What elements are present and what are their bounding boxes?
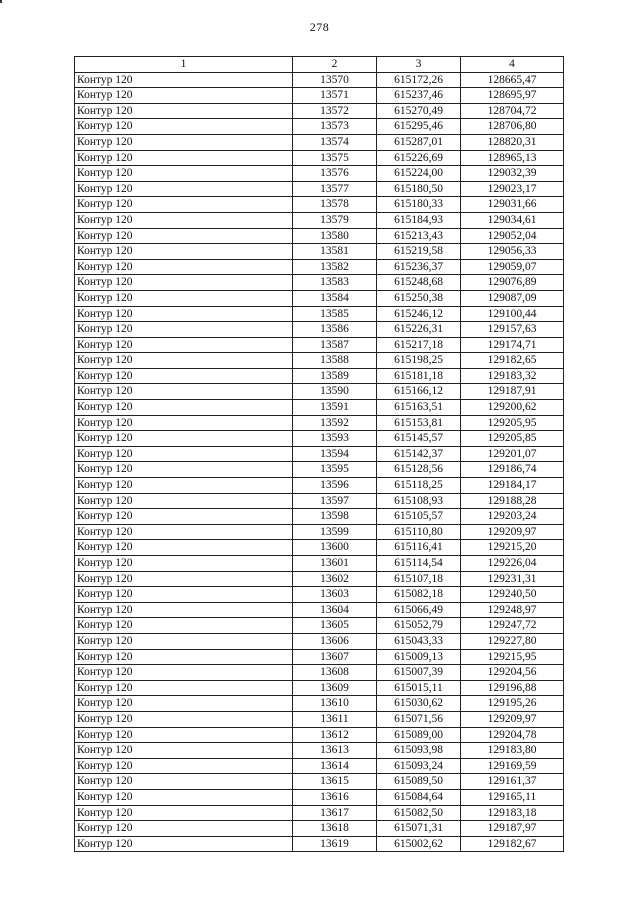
point-number-cell: 13591 bbox=[293, 400, 377, 416]
table-row bbox=[75, 462, 564, 478]
contour-name-cell: Контур 120 bbox=[75, 696, 293, 712]
contour-name-cell: Контур 120 bbox=[75, 478, 293, 494]
x-coordinate-cell: 615108,93 bbox=[377, 493, 461, 509]
x-coordinate-cell: 615093,98 bbox=[377, 743, 461, 759]
x-coordinate-cell: 615084,64 bbox=[377, 789, 461, 805]
table-row bbox=[75, 306, 564, 322]
x-coordinate-cell: 615043,33 bbox=[377, 633, 461, 649]
table-row bbox=[75, 119, 564, 135]
point-number-cell: 13605 bbox=[293, 618, 377, 634]
table-row bbox=[75, 649, 564, 665]
point-number-cell: 13573 bbox=[293, 119, 377, 135]
point-number-cell: 13594 bbox=[293, 446, 377, 462]
contour-name-cell: Контур 120 bbox=[75, 134, 293, 150]
contour-name-cell: Контур 120 bbox=[75, 836, 293, 852]
y-coordinate-cell: 129087,09 bbox=[461, 290, 564, 306]
point-number-cell: 13576 bbox=[293, 166, 377, 182]
point-number-cell: 13614 bbox=[293, 758, 377, 774]
point-number-cell: 13598 bbox=[293, 509, 377, 525]
x-coordinate-cell: 615213,43 bbox=[377, 228, 461, 244]
point-number-cell: 13589 bbox=[293, 368, 377, 384]
x-coordinate-cell: 615105,57 bbox=[377, 509, 461, 525]
point-number-cell: 13580 bbox=[293, 228, 377, 244]
x-coordinate-cell: 615009,13 bbox=[377, 649, 461, 665]
point-number-cell: 13581 bbox=[293, 244, 377, 260]
table-row bbox=[75, 244, 564, 260]
table-row bbox=[75, 150, 564, 166]
table-row bbox=[75, 836, 564, 852]
contour-name-cell: Контур 120 bbox=[75, 711, 293, 727]
table-row bbox=[75, 353, 564, 369]
point-number-cell: 13600 bbox=[293, 540, 377, 556]
y-coordinate-cell: 129187,97 bbox=[461, 821, 564, 837]
point-number-cell: 13582 bbox=[293, 259, 377, 275]
table-row bbox=[75, 259, 564, 275]
point-number-cell: 13613 bbox=[293, 743, 377, 759]
table-row bbox=[75, 805, 564, 821]
table-row bbox=[75, 322, 564, 338]
table-row bbox=[75, 571, 564, 587]
table-row bbox=[75, 711, 564, 727]
header-row bbox=[75, 57, 564, 73]
x-coordinate-cell: 615052,79 bbox=[377, 618, 461, 634]
y-coordinate-cell: 129200,62 bbox=[461, 400, 564, 416]
x-coordinate-cell: 615128,56 bbox=[377, 462, 461, 478]
point-number-cell: 13616 bbox=[293, 789, 377, 805]
point-number-cell: 13612 bbox=[293, 727, 377, 743]
point-number-cell: 13595 bbox=[293, 462, 377, 478]
y-coordinate-cell: 129205,95 bbox=[461, 415, 564, 431]
table-row bbox=[75, 103, 564, 119]
x-coordinate-cell: 615236,37 bbox=[377, 259, 461, 275]
y-coordinate-cell: 129183,18 bbox=[461, 805, 564, 821]
y-coordinate-cell: 129248,97 bbox=[461, 602, 564, 618]
y-coordinate-cell: 129056,33 bbox=[461, 244, 564, 260]
x-coordinate-cell: 615114,54 bbox=[377, 556, 461, 572]
point-number-cell: 13619 bbox=[293, 836, 377, 852]
table-row bbox=[75, 88, 564, 104]
contour-name-cell: Контур 120 bbox=[75, 228, 293, 244]
y-coordinate-cell: 129227,80 bbox=[461, 633, 564, 649]
table-row bbox=[75, 587, 564, 603]
header-cell-3: 3 bbox=[377, 57, 461, 73]
x-coordinate-cell: 615166,12 bbox=[377, 384, 461, 400]
y-coordinate-cell: 129215,95 bbox=[461, 649, 564, 665]
table-row bbox=[75, 758, 564, 774]
contour-name-cell: Контур 120 bbox=[75, 88, 293, 104]
table-row bbox=[75, 290, 564, 306]
point-number-cell: 13592 bbox=[293, 415, 377, 431]
y-coordinate-cell: 129183,80 bbox=[461, 743, 564, 759]
table-row bbox=[75, 446, 564, 462]
y-coordinate-cell: 129203,24 bbox=[461, 509, 564, 525]
x-coordinate-cell: 615071,56 bbox=[377, 711, 461, 727]
contour-name-cell: Контур 120 bbox=[75, 415, 293, 431]
x-coordinate-cell: 615248,68 bbox=[377, 275, 461, 291]
y-coordinate-cell: 129059,07 bbox=[461, 259, 564, 275]
table-row bbox=[75, 743, 564, 759]
point-number-cell: 13571 bbox=[293, 88, 377, 104]
table-row bbox=[75, 212, 564, 228]
contour-name-cell: Контур 120 bbox=[75, 524, 293, 540]
point-number-cell: 13608 bbox=[293, 665, 377, 681]
point-number-cell: 13575 bbox=[293, 150, 377, 166]
x-coordinate-cell: 615107,18 bbox=[377, 571, 461, 587]
contour-name-cell: Контур 120 bbox=[75, 587, 293, 603]
x-coordinate-cell: 615066,49 bbox=[377, 602, 461, 618]
x-coordinate-cell: 615181,18 bbox=[377, 368, 461, 384]
contour-name-cell: Контур 120 bbox=[75, 743, 293, 759]
y-coordinate-cell: 129215,20 bbox=[461, 540, 564, 556]
y-coordinate-cell: 129161,37 bbox=[461, 774, 564, 790]
point-number-cell: 13610 bbox=[293, 696, 377, 712]
y-coordinate-cell: 129169,59 bbox=[461, 758, 564, 774]
table-row bbox=[75, 384, 564, 400]
contour-name-cell: Контур 120 bbox=[75, 633, 293, 649]
contour-name-cell: Контур 120 bbox=[75, 571, 293, 587]
y-coordinate-cell: 129100,44 bbox=[461, 306, 564, 322]
contour-name-cell: Контур 120 bbox=[75, 821, 293, 837]
x-coordinate-cell: 615082,18 bbox=[377, 587, 461, 603]
y-coordinate-cell: 129023,17 bbox=[461, 181, 564, 197]
point-number-cell: 13599 bbox=[293, 524, 377, 540]
contour-name-cell: Контур 120 bbox=[75, 150, 293, 166]
x-coordinate-cell: 615089,00 bbox=[377, 727, 461, 743]
point-number-cell: 13611 bbox=[293, 711, 377, 727]
table-row bbox=[75, 337, 564, 353]
y-coordinate-cell: 129195,26 bbox=[461, 696, 564, 712]
table-row bbox=[75, 415, 564, 431]
x-coordinate-cell: 615007,39 bbox=[377, 665, 461, 681]
contour-name-cell: Контур 120 bbox=[75, 337, 293, 353]
table-body bbox=[75, 72, 564, 852]
contour-name-cell: Контур 120 bbox=[75, 602, 293, 618]
y-coordinate-cell: 129032,39 bbox=[461, 166, 564, 182]
x-coordinate-cell: 615198,25 bbox=[377, 353, 461, 369]
table-row bbox=[75, 665, 564, 681]
x-coordinate-cell: 615237,46 bbox=[377, 88, 461, 104]
x-coordinate-cell: 615116,41 bbox=[377, 540, 461, 556]
y-coordinate-cell: 128665,47 bbox=[461, 72, 564, 88]
point-number-cell: 13578 bbox=[293, 197, 377, 213]
table-row bbox=[75, 478, 564, 494]
y-coordinate-cell: 128820,31 bbox=[461, 134, 564, 150]
x-coordinate-cell: 615172,26 bbox=[377, 72, 461, 88]
contour-name-cell: Контур 120 bbox=[75, 322, 293, 338]
y-coordinate-cell: 129157,63 bbox=[461, 322, 564, 338]
table-row bbox=[75, 727, 564, 743]
table-row bbox=[75, 602, 564, 618]
contour-name-cell: Контур 120 bbox=[75, 680, 293, 696]
point-number-cell: 13603 bbox=[293, 587, 377, 603]
contour-name-cell: Контур 120 bbox=[75, 789, 293, 805]
table-row bbox=[75, 774, 564, 790]
contour-name-cell: Контур 120 bbox=[75, 166, 293, 182]
contour-name-cell: Контур 120 bbox=[75, 212, 293, 228]
y-coordinate-cell: 129165,11 bbox=[461, 789, 564, 805]
table-row bbox=[75, 540, 564, 556]
y-coordinate-cell: 129196,88 bbox=[461, 680, 564, 696]
x-coordinate-cell: 615153,81 bbox=[377, 415, 461, 431]
contour-name-cell: Контур 120 bbox=[75, 758, 293, 774]
coordinates-table-container bbox=[74, 56, 564, 852]
contour-name-cell: Контур 120 bbox=[75, 290, 293, 306]
x-coordinate-cell: 615082,50 bbox=[377, 805, 461, 821]
contour-name-cell: Контур 120 bbox=[75, 368, 293, 384]
contour-name-cell: Контур 120 bbox=[75, 462, 293, 478]
point-number-cell: 13587 bbox=[293, 337, 377, 353]
contour-name-cell: Контур 120 bbox=[75, 774, 293, 790]
y-coordinate-cell: 129231,31 bbox=[461, 571, 564, 587]
table-row bbox=[75, 400, 564, 416]
contour-name-cell: Контур 120 bbox=[75, 181, 293, 197]
point-number-cell: 13588 bbox=[293, 353, 377, 369]
table-row bbox=[75, 696, 564, 712]
contour-name-cell: Контур 120 bbox=[75, 400, 293, 416]
y-coordinate-cell: 129201,07 bbox=[461, 446, 564, 462]
point-number-cell: 13609 bbox=[293, 680, 377, 696]
y-coordinate-cell: 129034,61 bbox=[461, 212, 564, 228]
point-number-cell: 13604 bbox=[293, 602, 377, 618]
contour-name-cell: Контур 120 bbox=[75, 805, 293, 821]
y-coordinate-cell: 129076,89 bbox=[461, 275, 564, 291]
y-coordinate-cell: 129174,71 bbox=[461, 337, 564, 353]
x-coordinate-cell: 615145,57 bbox=[377, 431, 461, 447]
point-number-cell: 13618 bbox=[293, 821, 377, 837]
y-coordinate-cell: 129183,32 bbox=[461, 368, 564, 384]
contour-name-cell: Контур 120 bbox=[75, 103, 293, 119]
x-coordinate-cell: 615118,25 bbox=[377, 478, 461, 494]
y-coordinate-cell: 128706,80 bbox=[461, 119, 564, 135]
x-coordinate-cell: 615142,37 bbox=[377, 446, 461, 462]
table-row bbox=[75, 509, 564, 525]
table-row bbox=[75, 680, 564, 696]
y-coordinate-cell: 128704,72 bbox=[461, 103, 564, 119]
x-coordinate-cell: 615180,50 bbox=[377, 181, 461, 197]
table-row bbox=[75, 166, 564, 182]
point-number-cell: 13593 bbox=[293, 431, 377, 447]
x-coordinate-cell: 615226,31 bbox=[377, 322, 461, 338]
contour-name-cell: Контур 120 bbox=[75, 259, 293, 275]
point-number-cell: 13570 bbox=[293, 72, 377, 88]
table-row bbox=[75, 789, 564, 805]
x-coordinate-cell: 615071,31 bbox=[377, 821, 461, 837]
point-number-cell: 13577 bbox=[293, 181, 377, 197]
contour-name-cell: Контур 120 bbox=[75, 446, 293, 462]
point-number-cell: 13579 bbox=[293, 212, 377, 228]
point-number-cell: 13584 bbox=[293, 290, 377, 306]
contour-name-cell: Контур 120 bbox=[75, 244, 293, 260]
x-coordinate-cell: 615089,50 bbox=[377, 774, 461, 790]
x-coordinate-cell: 615219,58 bbox=[377, 244, 461, 260]
coordinates-table bbox=[74, 56, 564, 852]
point-number-cell: 13601 bbox=[293, 556, 377, 572]
x-coordinate-cell: 615217,18 bbox=[377, 337, 461, 353]
x-coordinate-cell: 615030,62 bbox=[377, 696, 461, 712]
point-number-cell: 13615 bbox=[293, 774, 377, 790]
y-coordinate-cell: 129187,91 bbox=[461, 384, 564, 400]
x-coordinate-cell: 615015,11 bbox=[377, 680, 461, 696]
x-coordinate-cell: 615224,00 bbox=[377, 166, 461, 182]
table-row bbox=[75, 431, 564, 447]
table-row bbox=[75, 618, 564, 634]
point-number-cell: 13596 bbox=[293, 478, 377, 494]
contour-name-cell: Контур 120 bbox=[75, 618, 293, 634]
point-number-cell: 13572 bbox=[293, 103, 377, 119]
table-row bbox=[75, 181, 564, 197]
header-cell-1: 1 bbox=[75, 57, 293, 73]
point-number-cell: 13586 bbox=[293, 322, 377, 338]
y-coordinate-cell: 129204,78 bbox=[461, 727, 564, 743]
y-coordinate-cell: 129240,50 bbox=[461, 587, 564, 603]
y-coordinate-cell: 129226,04 bbox=[461, 556, 564, 572]
y-coordinate-cell: 129209,97 bbox=[461, 524, 564, 540]
y-coordinate-cell: 129204,56 bbox=[461, 665, 564, 681]
contour-name-cell: Контур 120 bbox=[75, 275, 293, 291]
table-row bbox=[75, 493, 564, 509]
x-coordinate-cell: 615180,33 bbox=[377, 197, 461, 213]
y-coordinate-cell: 129209,97 bbox=[461, 711, 564, 727]
x-coordinate-cell: 615184,93 bbox=[377, 212, 461, 228]
y-coordinate-cell: 129031,66 bbox=[461, 197, 564, 213]
point-number-cell: 13597 bbox=[293, 493, 377, 509]
y-coordinate-cell: 129052,04 bbox=[461, 228, 564, 244]
table-row bbox=[75, 134, 564, 150]
contour-name-cell: Контур 120 bbox=[75, 119, 293, 135]
y-coordinate-cell: 129205,85 bbox=[461, 431, 564, 447]
point-number-cell: 13602 bbox=[293, 571, 377, 587]
y-coordinate-cell: 129186,74 bbox=[461, 462, 564, 478]
table-row bbox=[75, 821, 564, 837]
point-number-cell: 13607 bbox=[293, 649, 377, 665]
contour-name-cell: Контур 120 bbox=[75, 556, 293, 572]
scan-mark bbox=[0, 0, 2, 3]
x-coordinate-cell: 615002,62 bbox=[377, 836, 461, 852]
table-row bbox=[75, 524, 564, 540]
y-coordinate-cell: 129182,65 bbox=[461, 353, 564, 369]
point-number-cell: 13617 bbox=[293, 805, 377, 821]
contour-name-cell: Контур 120 bbox=[75, 727, 293, 743]
x-coordinate-cell: 615295,46 bbox=[377, 119, 461, 135]
contour-name-cell: Контур 120 bbox=[75, 649, 293, 665]
header-cell-2: 2 bbox=[293, 57, 377, 73]
table-row bbox=[75, 72, 564, 88]
y-coordinate-cell: 129188,28 bbox=[461, 493, 564, 509]
table-header bbox=[75, 57, 564, 73]
point-number-cell: 13574 bbox=[293, 134, 377, 150]
x-coordinate-cell: 615110,80 bbox=[377, 524, 461, 540]
contour-name-cell: Контур 120 bbox=[75, 665, 293, 681]
x-coordinate-cell: 615093,24 bbox=[377, 758, 461, 774]
x-coordinate-cell: 615250,38 bbox=[377, 290, 461, 306]
header-cell-4: 4 bbox=[461, 57, 564, 73]
contour-name-cell: Контур 120 bbox=[75, 197, 293, 213]
point-number-cell: 13590 bbox=[293, 384, 377, 400]
x-coordinate-cell: 615246,12 bbox=[377, 306, 461, 322]
y-coordinate-cell: 129247,72 bbox=[461, 618, 564, 634]
contour-name-cell: Контур 120 bbox=[75, 493, 293, 509]
point-number-cell: 13583 bbox=[293, 275, 377, 291]
table-row bbox=[75, 368, 564, 384]
contour-name-cell: Контур 120 bbox=[75, 72, 293, 88]
y-coordinate-cell: 129184,17 bbox=[461, 478, 564, 494]
x-coordinate-cell: 615163,51 bbox=[377, 400, 461, 416]
contour-name-cell: Контур 120 bbox=[75, 540, 293, 556]
contour-name-cell: Контур 120 bbox=[75, 306, 293, 322]
contour-name-cell: Контур 120 bbox=[75, 353, 293, 369]
y-coordinate-cell: 129182,67 bbox=[461, 836, 564, 852]
page-number: 278 bbox=[309, 20, 330, 34]
contour-name-cell: Контур 120 bbox=[75, 384, 293, 400]
y-coordinate-cell: 128965,13 bbox=[461, 150, 564, 166]
x-coordinate-cell: 615270,49 bbox=[377, 103, 461, 119]
table-row bbox=[75, 633, 564, 649]
table-row bbox=[75, 275, 564, 291]
table-row bbox=[75, 556, 564, 572]
contour-name-cell: Контур 120 bbox=[75, 509, 293, 525]
table-row bbox=[75, 228, 564, 244]
contour-name-cell: Контур 120 bbox=[75, 431, 293, 447]
y-coordinate-cell: 128695,97 bbox=[461, 88, 564, 104]
table-row bbox=[75, 197, 564, 213]
point-number-cell: 13585 bbox=[293, 306, 377, 322]
x-coordinate-cell: 615226,69 bbox=[377, 150, 461, 166]
x-coordinate-cell: 615287,01 bbox=[377, 134, 461, 150]
point-number-cell: 13606 bbox=[293, 633, 377, 649]
